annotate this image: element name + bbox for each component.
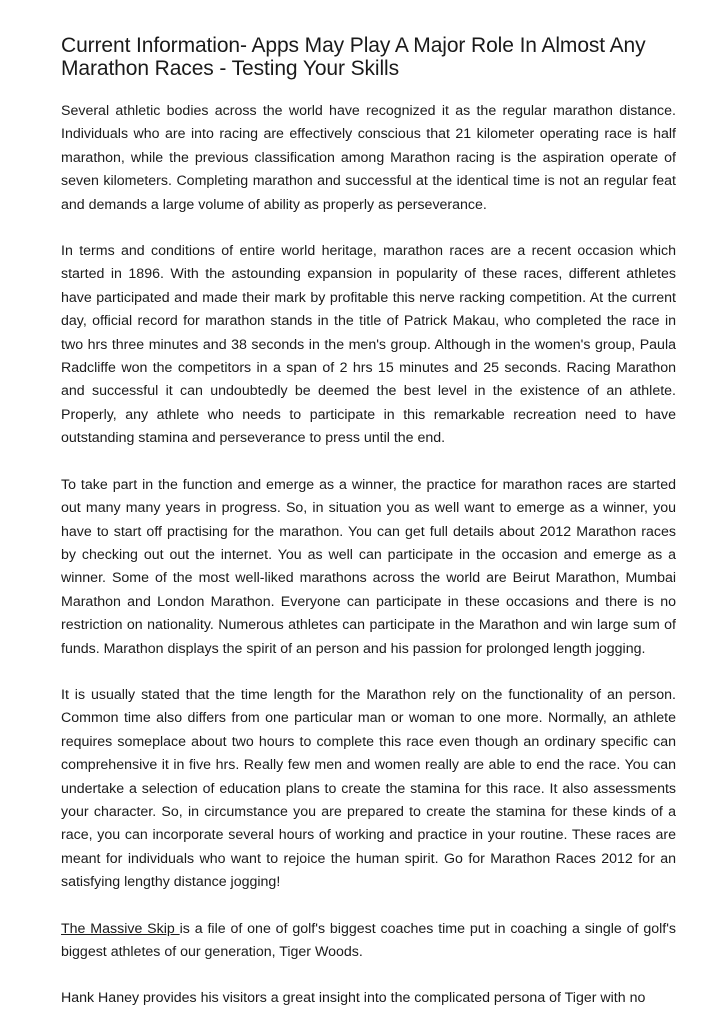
massive-skip-link[interactable]: The Massive Skip <box>61 920 180 937</box>
paragraph-6: Hank Haney provides his visitors a great insight into the complicated persona of Tiger with no <box>61 990 646 1007</box>
paragraph-5 <box>61 918 676 965</box>
paragraph-4: It is usually stated that the time length for the Marathon rely on the functionality of an person. Common time also differs from one particular man or woman to one more. Normally, an athlete requires someplace about two hours to complete this race even though an ordinary specific can comprehensive it in five hrs. Really few men and women really are able to end the race. You can undertake a selection of education plans to create the stamina for this race. It also assessments your character. So, in circumstance you are prepared to create the stamina for these kinds of a race, you can incorporate several hours of working and practice in your routine. These races are meant for individuals who want to rejoice the human spirit. Go for Marathon Races 2012 for an satisfying lengthy distance jogging! <box>61 686 676 891</box>
document-title: Current Information- Apps May Play A Major Role In Almost Any Marathon Races - Testing Your Skills <box>61 34 646 80</box>
paragraph-2: In terms and conditions of entire world heritage, marathon races are a recent occasion which started in 1896. With the astounding expansion in popularity of these races, different athletes have participated and made their mark by profitable this nerve racking competition. At the current day, official record for marathon stands in the title of Patrick Makau, who completed the race in two hrs three minutes and 38 seconds in the men's group. Although in the women's group, Paula Radcliffe won the competitors in a span of 2 hrs 15 minutes and 25 seconds. Racing Marathon and successful it can undoubtedly be deemed the best level in the existence of an athlete. Properly, any athlete who needs to participate in this remarkable recreation need to have outstanding stamina and perseverance to press until the end. <box>61 243 676 447</box>
paragraph-5-text: is a file of one of golf's biggest coaches time put in coaching a single of golf's biggest athletes of our generation, Tiger Woods. <box>61 920 676 960</box>
document-page <box>61 34 676 1034</box>
paragraph-3: To take part in the function and emerge as a winner, the practice for marathon races are started out many many years in progress. So, in situation you as well want to emerge as a winner, you have to start off practising for the marathon. You can get full details about 2012 Marathon races by checking out out the internet. You as well can participate in the occasion and emerge as a winner. Some of the most well-liked marathons across the world are Beirut Marathon, Mumbai Marathon and London Marathon. Everyone can participate in these occasions and there is no restriction on nationality. Numerous athletes can participate in the Marathon and win large sum of funds. Marathon displays the spirit of an person and his passion for prolonged length jogging. <box>61 476 676 657</box>
paragraph-1: Several athletic bodies across the world have recognized it as the regular marathon distance. Individuals who are into racing are effectively conscious that 21 kilometer operating race is half marathon, while the previous classification among Marathon racing is the aspiration operate of seven kilometers. Completing marathon and successful at the identical time is not an regular feat and demands a large volume of ability as properly as perseverance. <box>61 103 676 213</box>
